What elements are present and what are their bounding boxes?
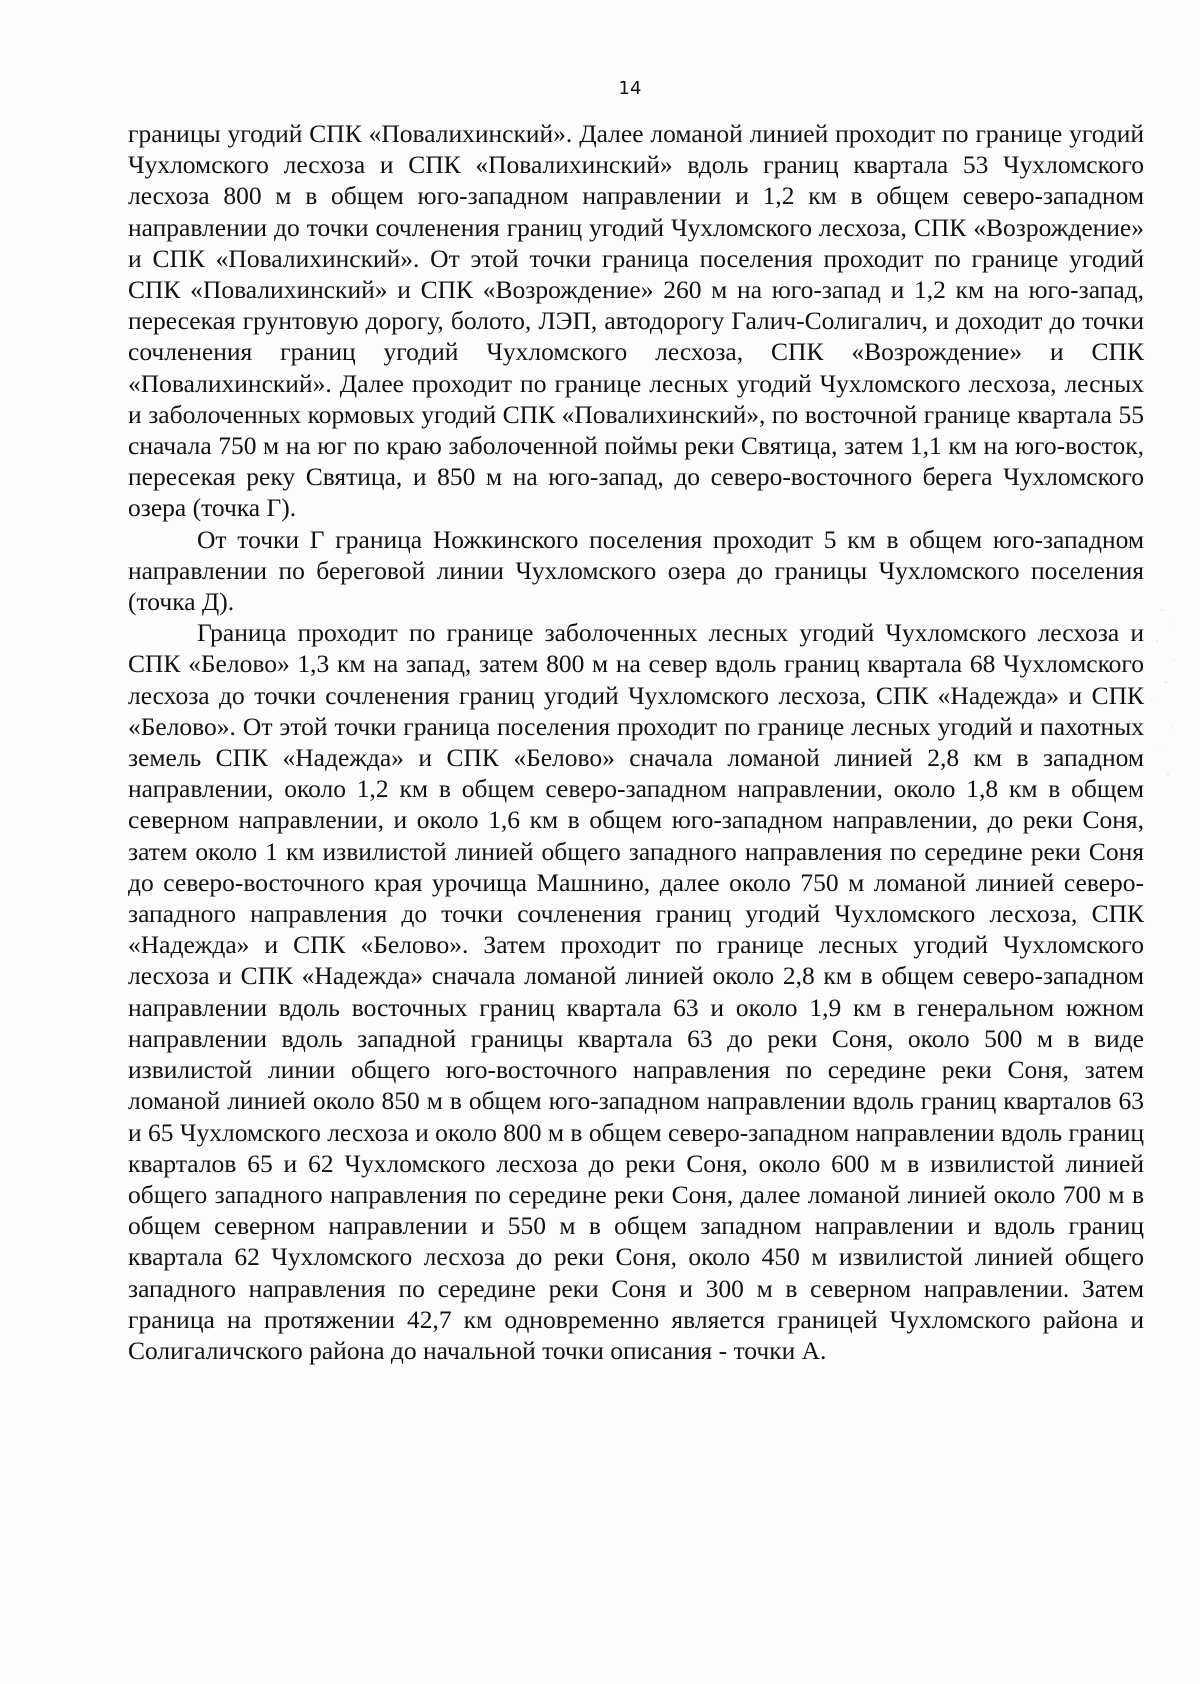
paragraph: Граница проходит по границе заболоченных лесных угодий Чухломского лесхоза и СПК «Белово» 1,3 км на запад, затем 800 м на север вдоль границ квартала 68 Чухломского лесхоза до точки сочленения границ угодий Чухломского лесхоза, СПК «Надежда» и СПК «Белово». От этой точки граница поселения проходит по границе лесных угодий и пахотных земель СПК «Надежда» и СПК «Белово» сначала ломаной линией 2,8 км в западном направлении, около 1,2 км в общем северо-западном направлении, около 1,8 км в общем северном направлении, и около 1,6 км в общем юго-западном направлении, до реки Соня, затем около 1 км извилистой линией общего западного направления по середине реки Соня до северо-восточного края урочища Машнино, далее около 750 м ломаной линией северо-западного направления до точки сочленения границ угодий Чухломского лесхоза, СПК «Надежда» и СПК «Белово». Затем проходит по границе лесных угодий Чухломского лесхоза и СПК «Надежда» сначала ломаной линией около 2,8 км в общем северо-западном направлении вдоль восточных границ квартала 63 и около 1,9 км в генеральном южном направлении вдоль западной границы квартала 63 до реки Соня, около 500 м в виде извилистой линии общего юго-восточного направления по середине реки Соня, затем ломаной линией около 850 м в общем юго-западном направлении вдоль границ кварталов 63 и 65 Чухломского лесхоза и около 800 м в общем северо-западном направлении вдоль границ кварталов 65 и 62 Чухломского лесхоза до реки Соня, около 600 м в извилистой линией общего западного направления по середине реки Соня, далее ломаной линией около 700 м в общем северном направлении и 550 м в общем западном направлении и вдоль границ квартала 62 Чухломского лесхоза до реки Соня, около 450 м извилистой линией общего западного направления по середине реки Соня и 300 м в северном направлении. Затем граница на протяжении 42,7 км одновременно является границей Чухломского района и Солигаличского района до начальной точки описания - точки А. [128,618,1144,1365]
paragraph: границы угодий СПК «Повалихинский». Далее ломаной линией проходит по границе угодий Чухломского лесхоза и СПК «Повалихинский» вдоль границ квартала 53 Чухломского лесхоза 800 м в общем юго-западном направлении и 1,2 км в общем северо-западном направлении до точки сочленения границ угодий Чухломского лесхоза, СПК «Возрождение» и СПК «Повалихинский». От этой точки граница поселения проходит по границе угодий СПК «Повалихинский» и СПК «Возрождение» 260 м на юго-запад и 1,2 км на юго-запад, пересекая грунтовую дорогу, болото, ЛЭП, автодорогу Галич-Солигалич, и доходит до точки сочленения границ угодий Чухломского лесхоза, СПК «Возрождение» и СПК «Повалихинский». Далее проходит по границе лесных угодий Чухломского лесхоза, лесных и заболоченных кормовых угодий СПК «Повалихинский», по восточной границе квартала 55 сначала 750 м на юг по краю заболоченной поймы реки Святица, затем 1,1 км на юго-восток, пересекая реку Святица, и 850 м на юго-запад, до северо-восточного берега Чухломского озера (точка Г). [128,119,1144,523]
paragraph: От точки Г граница Ножкинского поселения проходит 5 км в общем юго-западном направлении по береговой линии Чухломского озера до границы Чухломского поселения (точка Д). [128,524,1144,617]
body-text [128,118,1144,1366]
scan-speckles [1122,600,1182,800]
page-number: 14 [618,78,642,99]
